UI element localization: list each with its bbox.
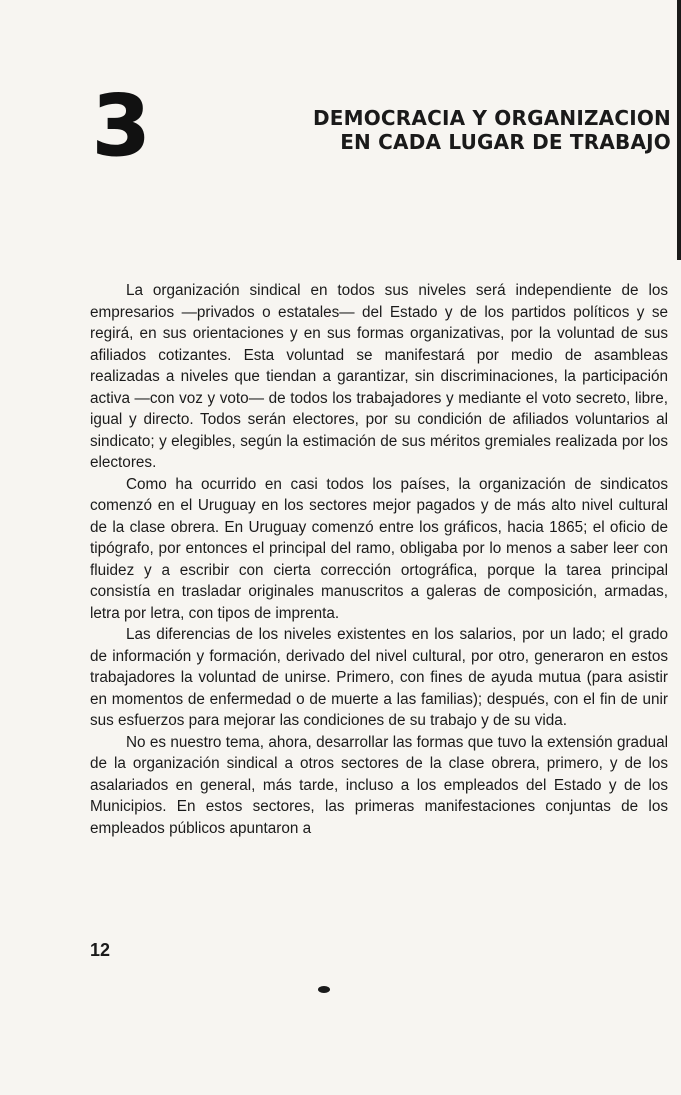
chapter-title-line-2: EN CADA LUGAR DE TRABAJO	[340, 130, 671, 154]
chapter-title-line-1: DEMOCRACIA Y ORGANIZACION	[312, 106, 671, 130]
page-number: 12	[90, 940, 111, 960]
paragraph: Como ha ocurrido en casi todos los países, la organización de sindicatos comenzó en el Uruguay en los sectores mejor pagados y de más alto nivel cultural de la clase obrera. En Uruguay comenzó entre los gráficos, hacia 1865; el oficio de tipógrafo, por entonces el principal del ramo, obligaba por lo menos a saber leer con fluidez y a escribir con cierta corrección ortográfica, porque la tarea principal consistía en trasladar originales manuscritos a galeras de composición, armadas, letra por letra, con tipos de imprenta.	[90, 475, 668, 622]
ink-spot	[318, 986, 330, 993]
body-text	[90, 280, 668, 839]
paragraph: La organización sindical en todos sus niveles será independiente de los empresarios —privados o estatales— del Estado y de los partidos políticos y se regirá, en sus orientaciones y en sus formas organizativas, por la voluntad de sus afiliados cotizantes. Esta voluntad se manifestará por medio de asambleas realizadas a niveles que tiendan a garantizar, sin discriminaciones, la participación activa —con voz y voto— de todos los trabajadores y mediante el voto secreto, libre, igual y directo. Todos serán electores, por su condición de afiliados voluntarios al sindicato; y elegibles, según la estimación de sus méritos gremiales realizada por los electores.	[90, 282, 668, 471]
chapter-number: 3	[92, 77, 151, 175]
paragraph: Las diferencias de los niveles existentes en los salarios, por un lado; el grado de información y formación, derivado del nivel cultural, por otro, generaron en estos trabajadores la voluntad de unirse. Primero, con fines de ayuda mutua (para asistir en momentos de enfermedad o de muerte a las familias); después, con el fin de unir sus esfuerzos para mejorar las condiciones de su trabajo y de su vida.	[90, 626, 668, 729]
paragraph: No es nuestro tema, ahora, desarrollar las formas que tuvo la extensión gradual de la organización sindical a otros sectores de la clase obrera, primero, y de los asalariados en general, más tarde, incluso a los empleados del Estado y de los Municipios. En estos sectores, las primeras manifestaciones conjuntas de los empleados públicos apuntaron a	[90, 733, 668, 837]
chapter-title	[313, 106, 671, 154]
